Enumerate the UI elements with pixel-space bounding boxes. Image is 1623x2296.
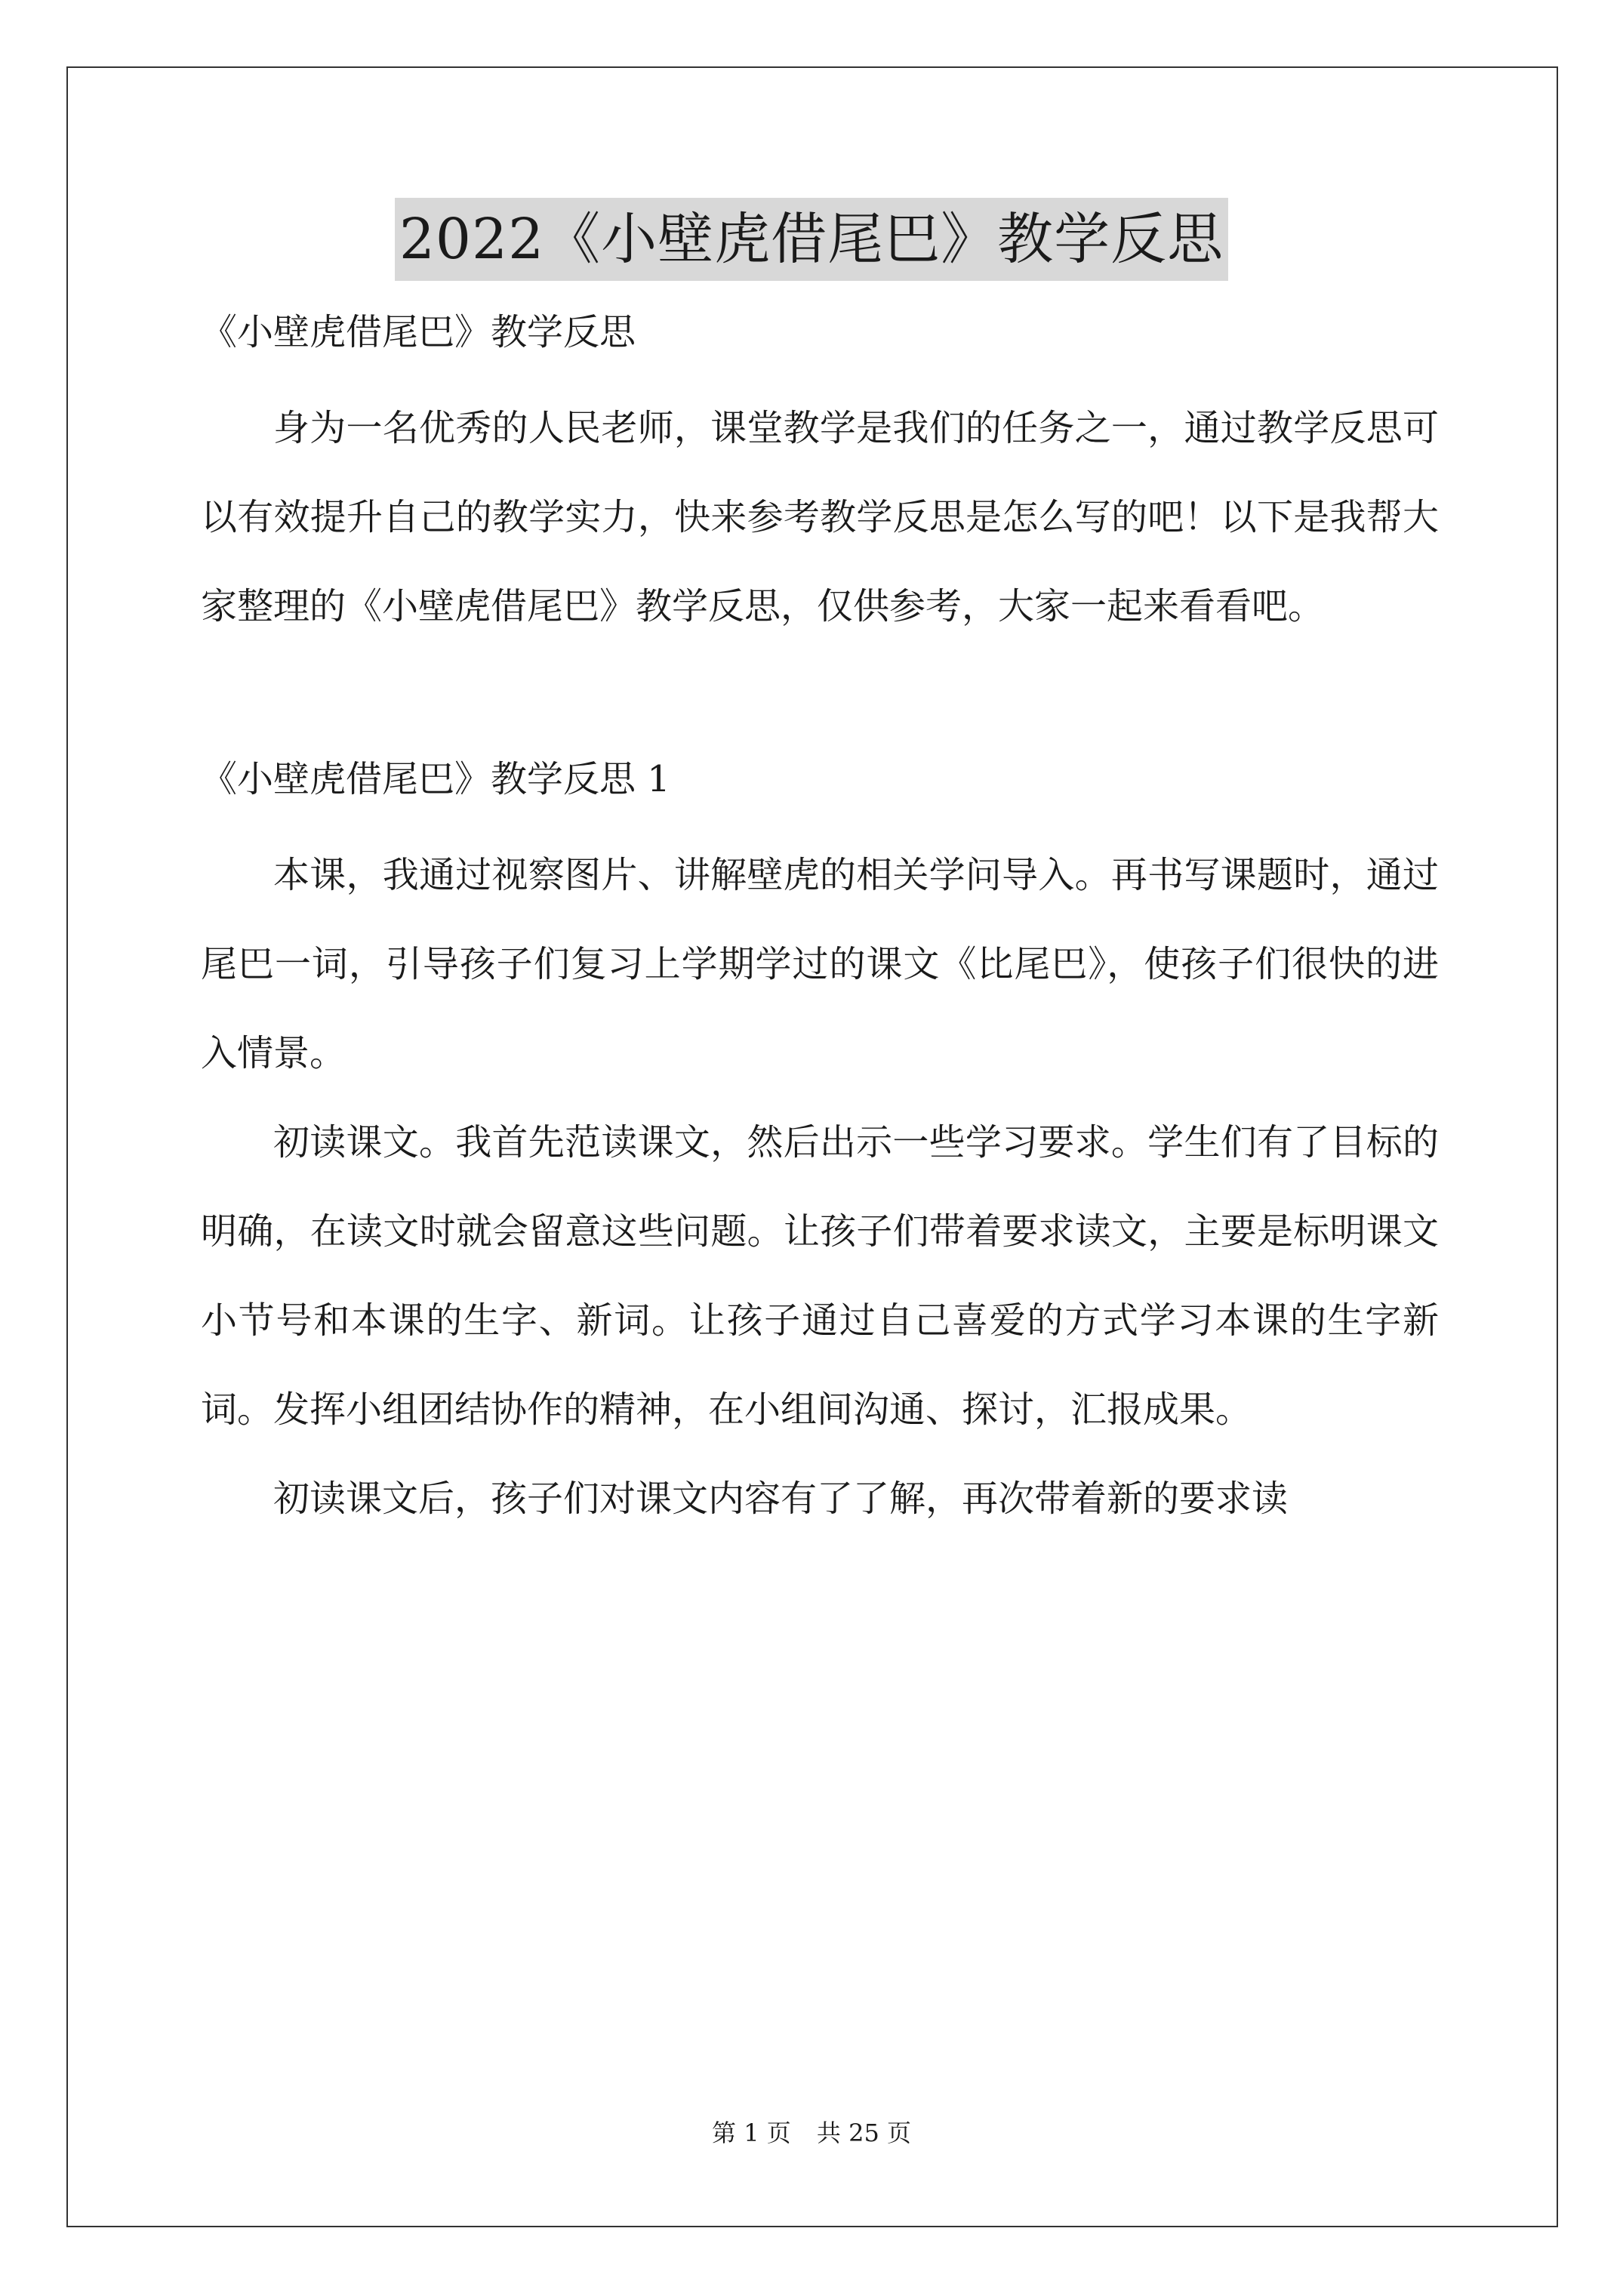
page-number: 第 1 页 [712,2119,791,2147]
title-container [0,198,1623,281]
section-heading-1: 《小壁虎借尾巴》教学反思 1 [201,758,670,800]
intro-paragraph: 身为一名优秀的人民老师，课堂教学是我们的任务之一，通过教学反思可以有效提升自己的教学实力，快来参考教学反思是怎么写的吧！以下是我帮大家整理的《小壁虎借尾巴》教学反思，仅供参考，大家一起来看看吧。 [201,407,1439,627]
intro-heading: 《小壁虎借尾巴》教学反思 [201,311,636,353]
page-total: 共 25 页 [816,2119,911,2147]
body-paragraph: 初读课文后，孩子们对课文内容有了了解，再次带着新的要求读 [273,1478,1289,1520]
body-paragraph: 初读课文。我首先范读课文，然后出示一些学习要求。学生们有了目标的明确，在读文时就会留意这些问题。让孩子们带着要求读文，主要是标明课文小节号和本课的生字、新词。让孩子通过自己喜爱的方式学习本课的生字新词。发挥小组团结协作的精神，在小组间沟通、探讨，汇报成果。 [201,1121,1439,1431]
body-paragraph: 本课，我通过视察图片、讲解壁虎的相关学问导入。再书写课题时，通过尾巴一词，引导孩子们复习上学期学过的课文《比尾巴》，使孩子们很快的进入情景。 [201,854,1439,1074]
page-footer [0,2118,1623,2148]
document-title: 2022《小壁虎借尾巴》教学反思 [395,198,1228,281]
document-body [201,310,1439,1543]
